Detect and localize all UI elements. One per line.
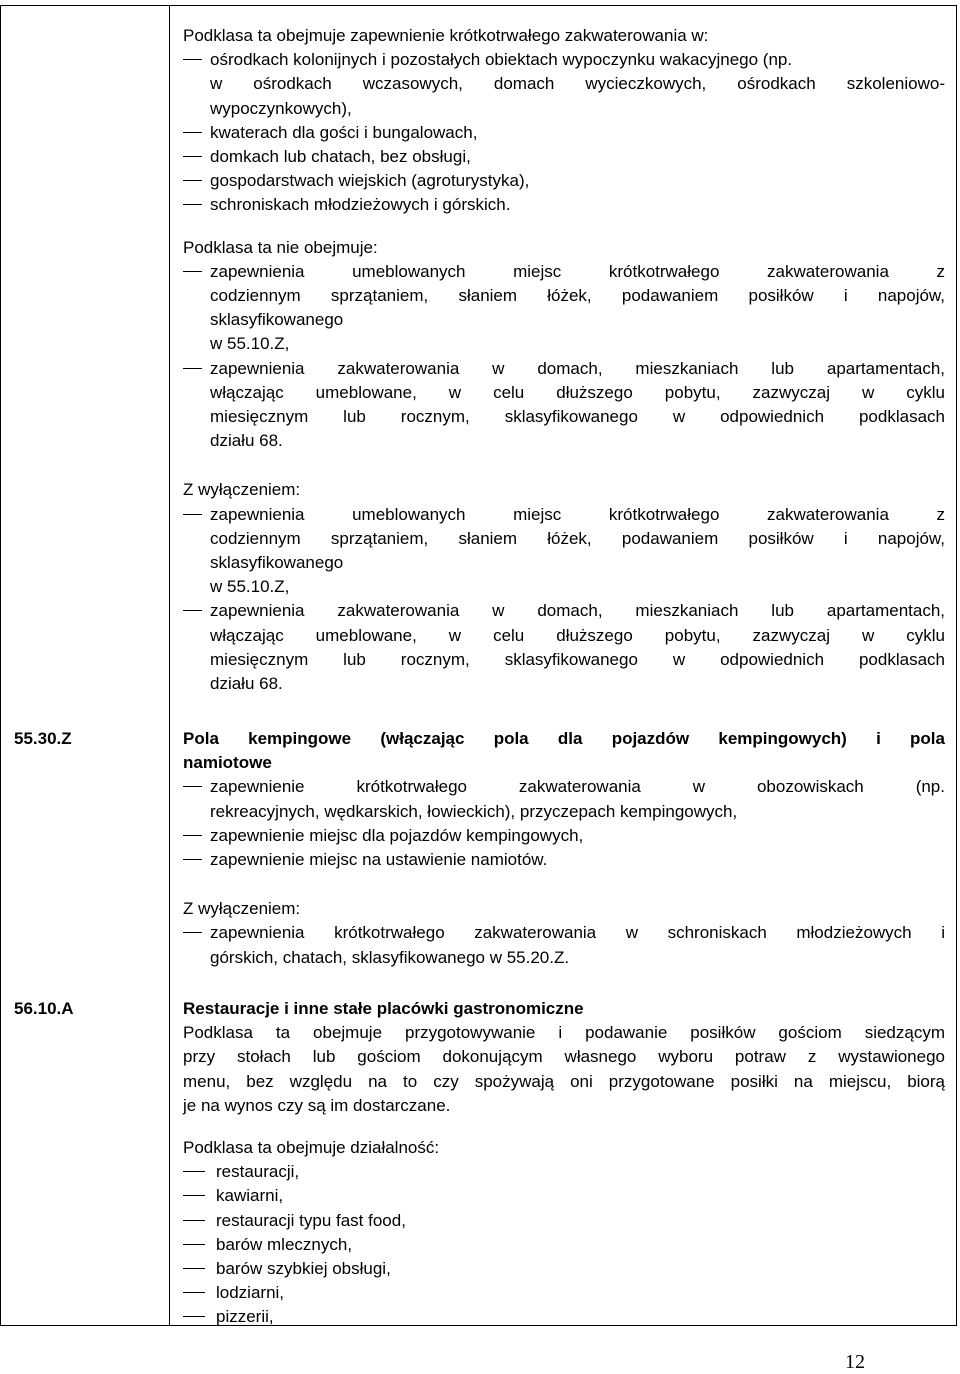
dash-bullet xyxy=(183,1195,205,1196)
list-item xyxy=(183,1209,945,1233)
list-item xyxy=(183,1233,945,1257)
line: kwaterach dla gości i bungalowach, xyxy=(210,122,478,142)
list-item xyxy=(183,357,945,454)
exclusion-heading: Z wyłączeniem: xyxy=(183,899,301,919)
line: domkach lub chatach, bez obsługi, xyxy=(210,147,471,167)
section-title: Pola kempingowe (włączając pola dla pojazdów kempingowych) i pola xyxy=(183,729,945,748)
line: ośrodkach kolonijnych i pozostałych obiektach wypoczynku wakacyjnego (np. xyxy=(210,50,793,70)
dash-bullet xyxy=(183,1268,205,1269)
list-item xyxy=(183,193,945,217)
column-divider xyxy=(169,5,170,1326)
line: miesięcznym lub rocznym, sklasyfikowanego w odpowiednich podklasach xyxy=(210,407,945,427)
dash-bullet xyxy=(183,786,202,787)
exclusion-heading: Podklasa ta nie obejmuje: xyxy=(183,237,378,257)
line: działu 68. xyxy=(210,674,283,694)
dash-bullet xyxy=(183,180,202,181)
dash-bullet xyxy=(183,859,202,860)
line: włączając umeblowane, w celu dłuższego pobytu, zazwyczaj w cyklu xyxy=(210,382,945,402)
line: pizzerii, xyxy=(216,1307,274,1327)
line: barów szybkiej obsługi, xyxy=(216,1259,391,1279)
line: zapewnienie krótkotrwałego zakwaterowania w obozowiskach (np. xyxy=(210,777,945,797)
section-camping xyxy=(183,727,945,970)
line: zapewnienia umeblowanych miejsc krótkotrwałego zakwaterowania z xyxy=(210,261,945,281)
class-code: 55.30.Z xyxy=(14,729,72,748)
section-restaurants xyxy=(183,997,945,1330)
dash-bullet xyxy=(183,368,202,369)
desc-line: Podklasa ta obejmuje przygotowywanie i podawanie posiłków gościom siedzącym xyxy=(183,1023,945,1043)
scope-heading: Podklasa ta obejmuje działalność: xyxy=(183,1138,440,1158)
section-title: Restauracje i inne stałe placówki gastronomiczne xyxy=(183,999,584,1018)
line: zapewnienia umeblowanych miejsc krótkotrwałego zakwaterowania z xyxy=(210,504,945,524)
page-number: 12 xyxy=(845,1351,865,1373)
line: gospodarstwach wiejskich (agroturystyka), xyxy=(210,171,530,191)
list-item xyxy=(183,121,945,145)
dash-bullet xyxy=(183,59,202,60)
desc-line: je na wynos czy są im dostarczane. xyxy=(183,1095,451,1115)
dash-bullet xyxy=(183,514,202,515)
list-item xyxy=(183,848,945,872)
list-item xyxy=(183,921,945,969)
line: codziennym sprzątaniem, słaniem łóżek, podawaniem posiłków i napojów, xyxy=(210,286,945,306)
dash-bullet xyxy=(183,156,202,157)
list-item xyxy=(183,1305,945,1329)
dash-bullet xyxy=(183,271,202,272)
dash-bullet xyxy=(183,932,202,933)
line: zapewnienia krótkotrwałego zakwaterowania w schroniskach młodzieżowych i xyxy=(210,923,945,943)
section-title: namiotowe xyxy=(183,753,272,773)
list-item xyxy=(183,1257,945,1281)
dash-bullet xyxy=(183,204,202,205)
section-accommodation-other xyxy=(183,24,945,696)
list-item xyxy=(183,48,945,121)
line: schroniskach młodzieżowych i górskich. xyxy=(210,195,511,215)
line: zapewnienia zakwaterowania w domach, mieszkaniach lub apartamentach, xyxy=(210,358,945,378)
desc-line: menu, bez względu na to czy spożywają oni przygotowane posiłki na miejscu, biorą xyxy=(183,1071,945,1091)
dash-bullet xyxy=(183,1171,205,1172)
line: w 55.10.Z, xyxy=(210,577,290,597)
line: w 55.10.Z, xyxy=(210,334,290,354)
line: restauracji, xyxy=(216,1162,300,1182)
line: górskich, chatach, sklasyfikowanego w 55.20.Z. xyxy=(210,947,570,967)
line: w ośrodkach wczasowych, domach wycieczkowych, ośrodkach szkoleniowo- xyxy=(210,74,945,94)
desc-line: przy stołach lub gościom dokonującym własnego wyboru potraw z wystawionego xyxy=(183,1047,945,1067)
dash-bullet xyxy=(183,610,202,611)
list-item xyxy=(183,145,945,169)
line: codziennym sprzątaniem, słaniem łóżek, podawaniem posiłków i napojów, xyxy=(210,528,945,548)
dash-bullet xyxy=(183,132,202,133)
line: włączając umeblowane, w celu dłuższego pobytu, zazwyczaj w cyklu xyxy=(210,625,945,645)
dash-bullet xyxy=(183,1292,205,1293)
dash-bullet xyxy=(183,1220,205,1221)
list-item xyxy=(183,1184,945,1208)
line: lodziarni, xyxy=(216,1283,285,1303)
line: rekreacyjnych, wędkarskich, łowieckich), przyczepach kempingowych, xyxy=(210,801,738,821)
dash-bullet xyxy=(183,1244,205,1245)
list-item xyxy=(183,824,945,848)
list-item xyxy=(183,1281,945,1305)
line: sklasyfikowanego xyxy=(210,553,344,573)
intro-text: Podklasa ta obejmuje zapewnienie krótkotrwałego zakwaterowania w: xyxy=(183,26,709,45)
line: zapewnienia zakwaterowania w domach, mieszkaniach lub apartamentach, xyxy=(210,601,945,621)
line: wypoczynkowych), xyxy=(210,98,352,118)
line: zapewnienie miejsc dla pojazdów kempingowych, xyxy=(210,825,584,845)
line: restauracji typu fast food, xyxy=(216,1210,406,1230)
line: miesięcznym lub rocznym, sklasyfikowanego w odpowiednich podklasach xyxy=(210,649,945,669)
dash-bullet xyxy=(183,835,202,836)
dash-bullet xyxy=(183,1316,205,1317)
line: kawiarni, xyxy=(216,1186,284,1206)
line: działu 68. xyxy=(210,431,283,451)
list-item xyxy=(183,503,945,600)
class-code: 56.10.A xyxy=(14,999,74,1018)
list-item xyxy=(183,260,945,357)
line: barów mlecznych, xyxy=(216,1234,353,1254)
line: sklasyfikowanego xyxy=(210,310,344,330)
list-item xyxy=(183,599,945,696)
exclusion-heading: Z wyłączeniem: xyxy=(183,480,301,500)
line: zapewnienie miejsc na ustawienie namiotów. xyxy=(210,850,548,870)
list-item xyxy=(183,169,945,193)
list-item xyxy=(183,775,945,823)
list-item xyxy=(183,1160,945,1184)
